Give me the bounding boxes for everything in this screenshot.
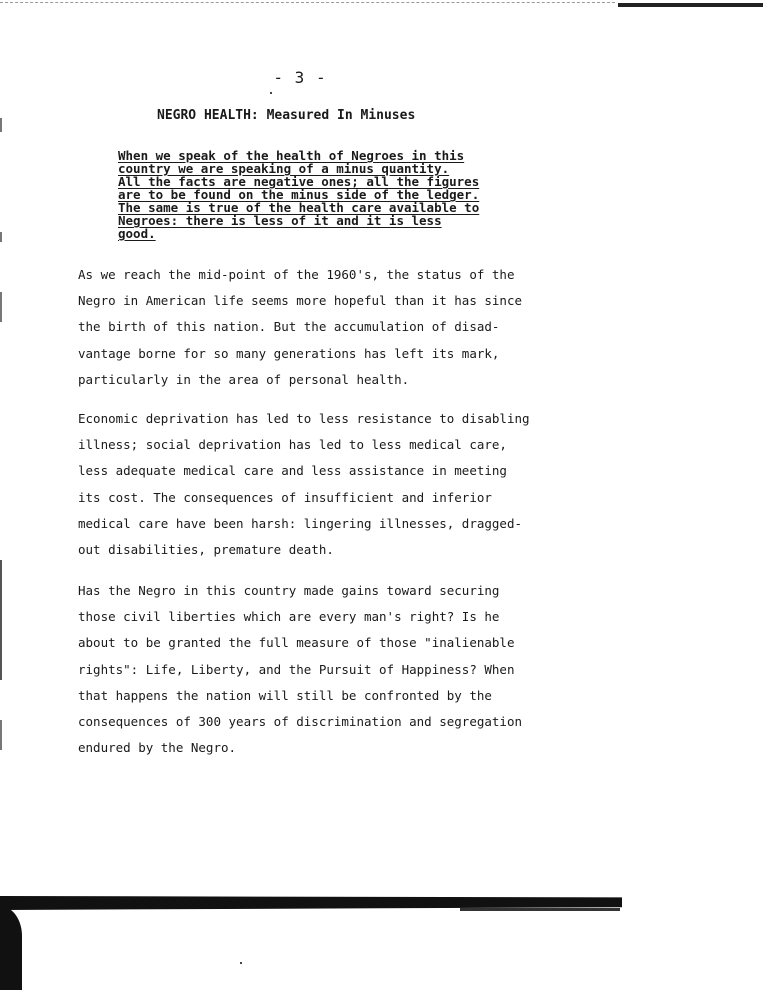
paragraph-line: medical care have been harsh: lingering illnesses, dragged- <box>78 515 523 531</box>
scan-margin-mark <box>0 118 2 132</box>
document-title: NEGRO HEALTH: Measured In Minuses <box>157 108 416 123</box>
scan-speck <box>240 962 242 964</box>
scan-edge-dashes <box>0 2 615 3</box>
intro-line: country we are speaking of a minus quantity. <box>118 161 450 176</box>
scan-corner-shadow <box>0 906 22 990</box>
scan-margin-mark <box>0 560 2 680</box>
paragraph-line: As we reach the mid-point of the 1960's, the status of the <box>78 267 515 282</box>
paragraph-line: its cost. The consequences of insufficient and inferior <box>78 489 492 505</box>
paragraph-line: Has the Negro in this country made gains toward securing <box>78 583 500 598</box>
intro-line: All the facts are negative ones; all the figures <box>118 174 480 189</box>
page-number: - 3 - <box>273 68 327 87</box>
paragraph-line: about to be granted the full measure of those "inalienable <box>78 635 515 651</box>
intro-line: good. <box>118 226 156 241</box>
paragraph-line: out disabilities, premature death. <box>78 542 334 558</box>
scan-margin-mark <box>0 292 2 322</box>
paragraph-2 <box>78 406 558 563</box>
intro-line: are to be found on the minus side of the ledger. <box>118 187 480 202</box>
intro-passage <box>118 149 503 240</box>
paragraph-line: Economic deprivation has led to less resistance to disabling <box>78 411 530 426</box>
scan-margin-mark <box>0 232 2 242</box>
paragraph-3 <box>78 578 558 761</box>
paragraph-line: less adequate medical care and less assistance in meeting <box>78 463 507 479</box>
paragraph-1 <box>78 262 558 393</box>
paragraph-line: endured by the Negro. <box>78 740 237 756</box>
paragraph-line: vantage borne for so many generations has left its mark, <box>78 345 500 361</box>
paragraph-line: illness; social deprivation has led to less medical care, <box>78 437 507 453</box>
scan-margin-mark <box>0 720 2 750</box>
paragraph-line: those civil liberties which are every man's right? Is he <box>78 609 500 625</box>
intro-line: When we speak of the health of Negroes in this <box>118 148 465 163</box>
paragraph-line: that happens the nation will still be confronted by the <box>78 687 492 703</box>
scan-speck <box>270 92 272 94</box>
intro-line: Negroes: there is less of it and it is less <box>118 213 442 228</box>
scan-bottom-edge-line <box>460 908 620 911</box>
paragraph-line: rights": Life, Liberty, and the Pursuit of Happiness? When <box>78 661 515 677</box>
paragraph-line: particularly in the area of personal health. <box>78 371 410 387</box>
paragraph-line: Negro in American life seems more hopeful than it has since <box>78 293 523 309</box>
paragraph-line: consequences of 300 years of discrimination and segregation <box>78 714 523 730</box>
paragraph-line: the birth of this nation. But the accumulation of disad- <box>78 319 500 335</box>
scan-edge-bar <box>618 3 763 7</box>
intro-line: The same is true of the health care available to <box>118 200 480 215</box>
